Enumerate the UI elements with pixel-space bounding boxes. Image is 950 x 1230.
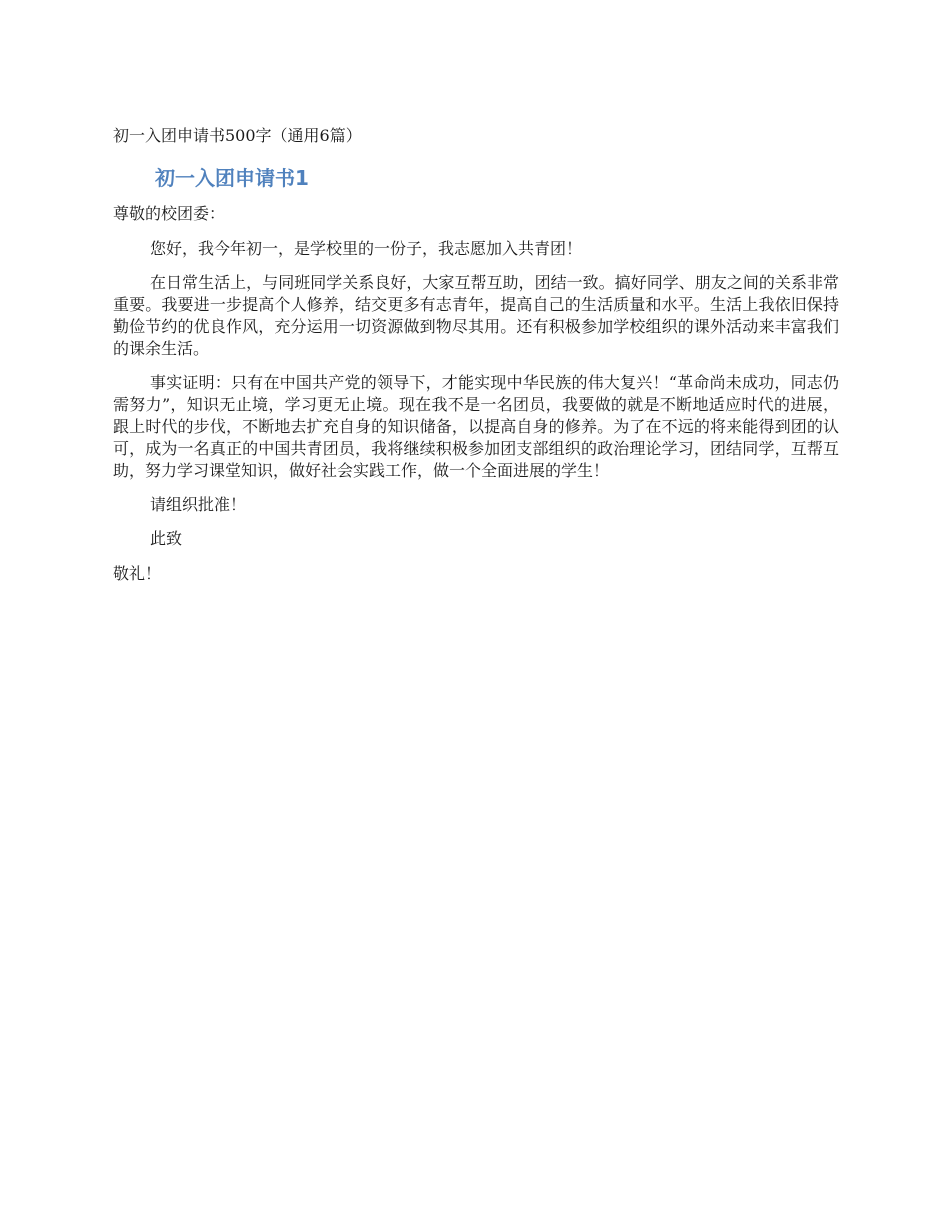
paragraph-greeting: 您好，我今年初一，是学校里的一份子，我志愿加入共青团！	[150, 239, 583, 258]
paragraph-facts: 事实证明：只有在中国共产党的领导下，才能实现中华民族的伟大复兴！“革命尚未成功，同志仍需努力”，知识无止境，学习更无止境。现在我不是一名团员，我要做的就是不断地适应时代的进展，跟上时代的步伐，不断地去扩充自身的知识储备，以提高自身的修养。为了在不远的将来能得到团的认可，成为一名真正的中国共青团员，我将继续积极参加团支部组织的政治理论学习，团结同学，互帮互助，努力学习课堂知识，做好社会实践工作，做一个全面进展的学生！	[113, 373, 839, 480]
document-title: 初一入团申请书500字（通用6篇）	[113, 126, 362, 145]
paragraph-cizhi: 此致	[150, 529, 183, 548]
closing-salute: 敬礼！	[113, 564, 162, 583]
paragraph-request: 请组织批准！	[150, 495, 247, 514]
section-heading: 初一入团申请书1	[155, 166, 309, 190]
document-page	[113, 124, 839, 586]
salutation: 尊敬的校团委：	[113, 204, 226, 223]
paragraph-daily-life: 在日常生活上，与同班同学关系良好，大家互帮互助，团结一致。搞好同学、朋友之间的关系非常重要。我要进一步提高个人修养，结交更多有志青年，提高自己的生活质量和水平。生活上我依旧保持勤俭节约的优良作风，充分运用一切资源做到物尽其用。还有积极参加学校组织的课外活动来丰富我们的课余生活。	[113, 273, 839, 358]
